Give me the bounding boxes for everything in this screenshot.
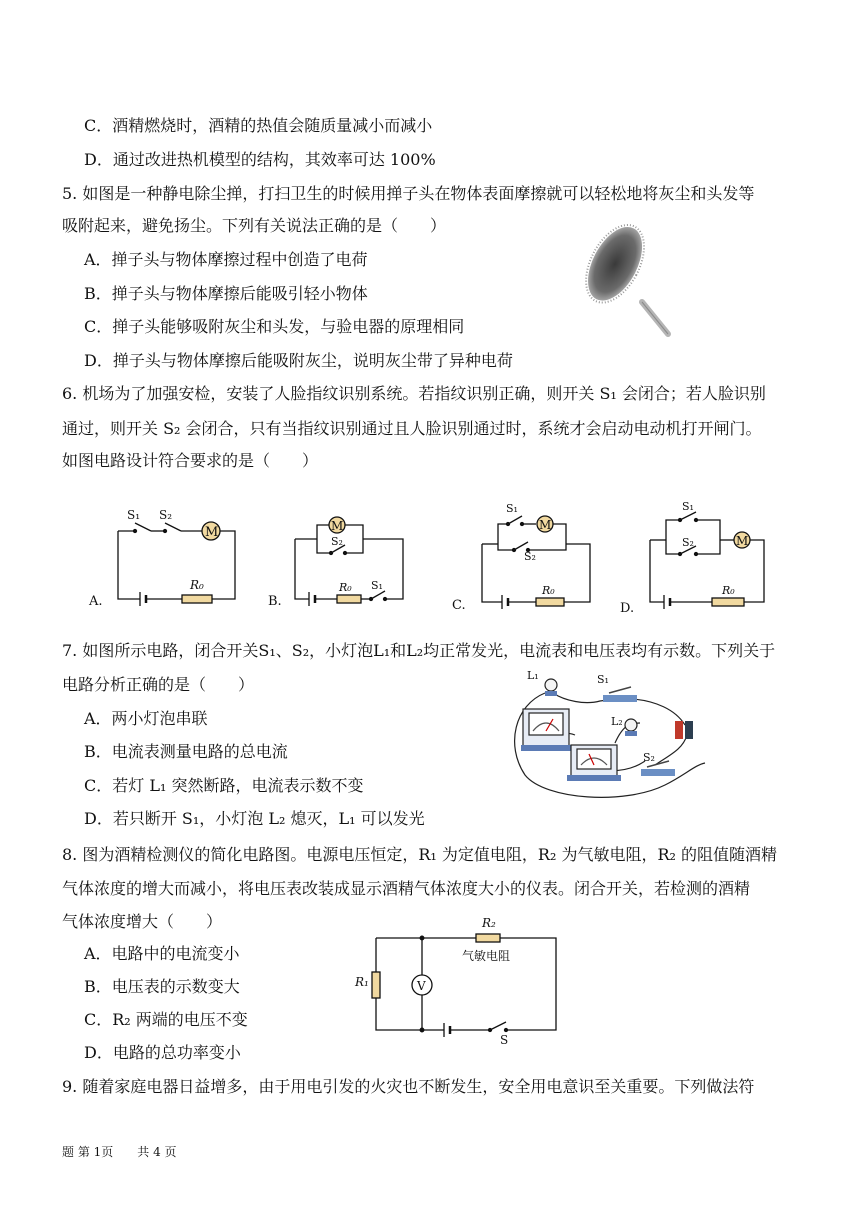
circuit-diagram-b xyxy=(265,505,415,615)
q5-option-b: B．掸子头与物体摩擦后能吸引轻小物体 xyxy=(84,284,368,303)
q5-option-c: C．掸子头能够吸附灰尘和头发，与验电器的原理相同 xyxy=(84,317,465,336)
s1-label: S₁ xyxy=(597,673,609,686)
q8-option-b: B．电压表的示数变大 xyxy=(84,977,240,996)
l2-label: L₂ xyxy=(611,715,623,728)
option-b-label: B. xyxy=(268,594,282,609)
circuit-diagram-a xyxy=(85,505,245,615)
q5-stem-line1: 5. 如图是一种静电除尘掸，打扫卫生的时候用掸子头在物体表面摩擦就可以轻松地将灰尘和头发等 xyxy=(62,184,755,203)
voltmeter-label: V xyxy=(417,979,426,993)
q9-stem-line1: 9. 随着家庭电器日益增多，由于用电引发的火灾也不断发生，安全用电意识至关重要。下列做法符 xyxy=(62,1077,755,1096)
circuit-diagram-c xyxy=(452,498,602,616)
circuit-photo-q7 xyxy=(505,665,735,805)
page-footer: 题 第 1页 共 4 页 xyxy=(62,1145,177,1159)
q6-stem-line2: 通过，则开关 S₂ 会闭合，只有当指纹识别通过且人脸识别通过时，系统才会启动电动机打开闸门。 xyxy=(62,419,762,438)
q7-option-b: B．电流表测量电路的总电流 xyxy=(84,742,288,761)
motor-label: M xyxy=(205,525,219,540)
r0-label: R₀ xyxy=(190,578,204,592)
q5-option-d: D．掸子头与物体摩擦后能吸附灰尘，说明灰尘带了异种电荷 xyxy=(84,351,513,370)
s2-label: S₂ xyxy=(682,536,694,549)
motor-label: M xyxy=(331,519,344,533)
switch-s1-icon xyxy=(603,687,637,702)
q8-option-a: A．电路中的电流变小 xyxy=(84,944,240,963)
r1-label: R₁ xyxy=(355,975,369,989)
s1-label: S₁ xyxy=(682,500,694,513)
s2-label: S₂ xyxy=(643,751,655,764)
r0-label: R₀ xyxy=(542,584,555,597)
s1-label: S₁ xyxy=(127,508,141,522)
q7-option-d: D．若只断开 S₁，小灯泡 L₂ 熄灭，L₁ 可以发光 xyxy=(84,809,425,828)
q4-option-d: D．通过改进热机模型的结构，其效率可达 100% xyxy=(84,150,436,169)
q7-option-c: C．若灯 L₁ 突然断路，电流表示数不变 xyxy=(84,776,364,795)
q7-stem-line2: 电路分析正确的是（ ） xyxy=(62,675,255,694)
q6-stem-line1: 6. 机场为了加强安检，安装了人脸指纹识别系统。若指纹识别正确，则开关 S₁ 会闭合；若人脸识别 xyxy=(62,384,766,403)
voltmeter-icon xyxy=(567,745,621,781)
q8-option-c: C．R₂ 两端的电压不变 xyxy=(84,1010,248,1029)
s1-label: S₁ xyxy=(506,502,518,515)
r0-label: R₀ xyxy=(722,584,735,597)
l1-label: L₁ xyxy=(527,669,539,682)
q5-option-a: A．掸子头与物体摩擦过程中创造了电荷 xyxy=(84,250,368,269)
q8-option-d: D．电路的总功率变小 xyxy=(84,1043,241,1062)
sensor-label: 气敏电阻 xyxy=(462,949,511,963)
switch-label: S xyxy=(500,1033,509,1047)
q7-option-a: A．两小灯泡串联 xyxy=(84,709,208,728)
circuit-diagram-q8 xyxy=(350,910,565,1045)
ammeter-icon xyxy=(521,709,571,751)
q5-stem-line2: 吸附起来，避免扬尘。下列有关说法正确的是（ ） xyxy=(62,216,447,235)
option-d-label: D. xyxy=(620,601,635,616)
bulb-l1-icon xyxy=(545,679,557,696)
q8-stem-line1: 8. 图为酒精检测仪的简化电路图。电源电压恒定，R₁ 为定值电阻，R₂ 为气敏电阻，R₂ 的阻值随酒精 xyxy=(62,845,777,864)
s2-label: S₂ xyxy=(331,535,343,548)
duster-image xyxy=(570,226,680,338)
option-a-label: A. xyxy=(89,594,103,609)
q8-stem-line3: 气体浓度增大（ ） xyxy=(62,912,223,931)
motor-label: M xyxy=(736,534,749,548)
motor-label: M xyxy=(539,518,552,532)
s2-label: S₂ xyxy=(524,550,536,563)
s1-label: S₁ xyxy=(371,579,383,592)
r2-label: R₂ xyxy=(482,916,496,930)
circuit-diagram-d xyxy=(620,498,770,618)
s2-label: S₂ xyxy=(159,508,173,522)
bulb-l2-icon xyxy=(625,719,637,736)
q8-stem-line2: 气体浓度的增大而减小，将电压表改装成显示酒精气体浓度大小的仪表。闭合开关，若检测的酒精 xyxy=(62,879,751,898)
r0-label: R₀ xyxy=(339,581,352,594)
q4-option-c: C．酒精燃烧时，酒精的热值会随质量减小而减小 xyxy=(84,116,433,135)
q7-stem-line1: 7. 如图所示电路，闭合开关S₁、S₂，小灯泡L₁和L₂均正常发光，电流表和电压表均有示数。下列关于 xyxy=(62,641,776,660)
q6-stem-line3: 如图电路设计符合要求的是（ ） xyxy=(62,451,319,470)
option-c-label: C. xyxy=(452,598,466,613)
